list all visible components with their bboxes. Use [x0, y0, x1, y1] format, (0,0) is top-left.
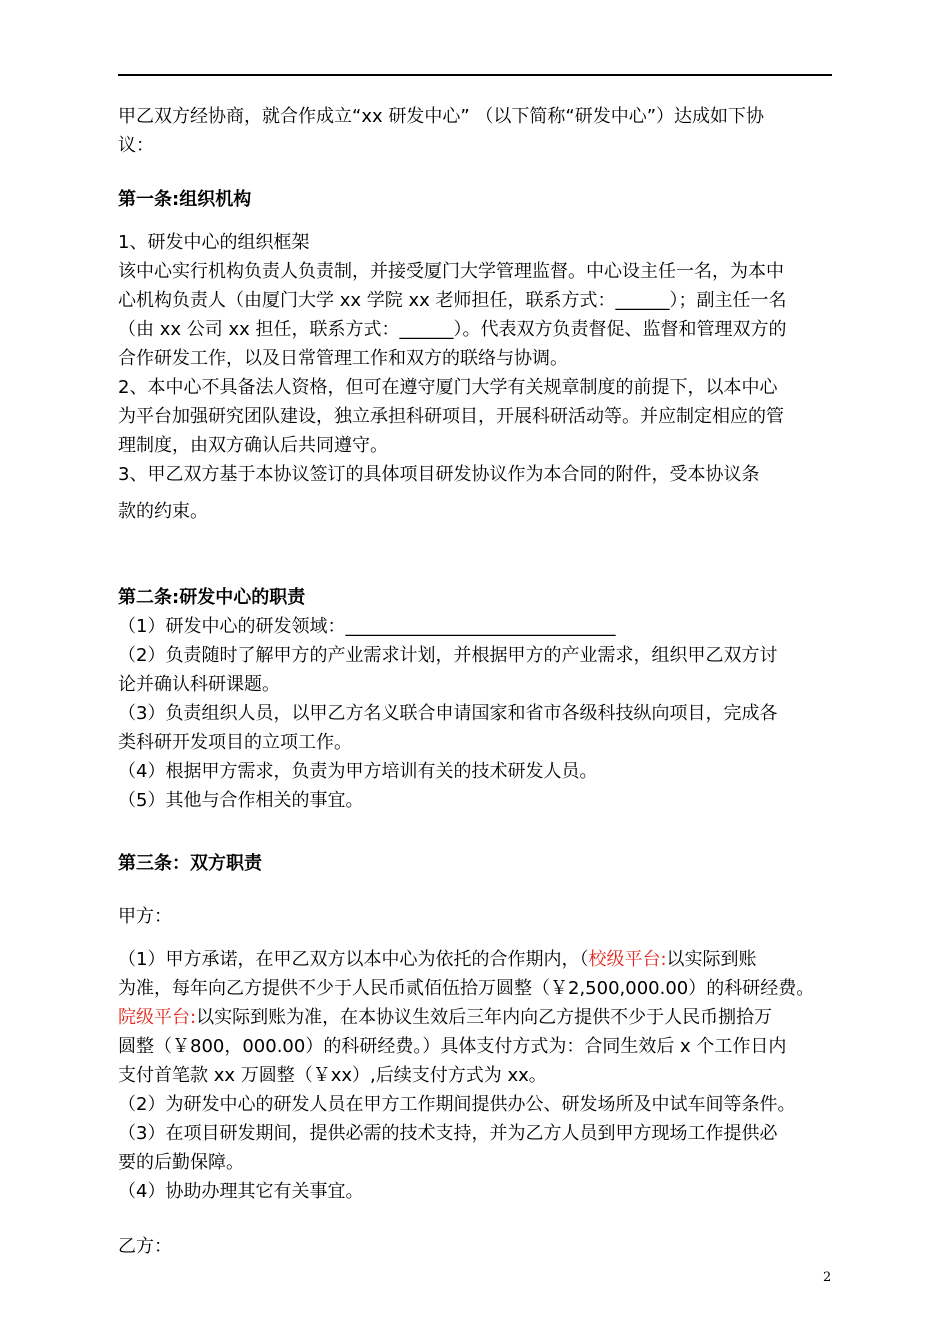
article-1-heading: 第一条:组织机构 — [118, 189, 252, 210]
article-1-line: 款的约束。 — [118, 501, 208, 522]
party-a-item-1-line: 为准，每年向乙方提供不少于人民币贰佰伍拾万圆整（￥2,500,000.00）的科研经费。 — [118, 978, 815, 999]
article-1-line: 为平台加强研究团队建设，独立承担科研项目，开展科研活动等。并应制定相应的管 — [118, 406, 784, 427]
party-a-item-1 — [118, 945, 836, 974]
party-a-item-1-line — [118, 1003, 836, 1032]
college-platform-label: 院级平台: — [118, 1007, 197, 1028]
article-2-line: （3）负责组织人员，以甲乙方名义联合申请国家和省市各级科技纵向项目，完成各 — [118, 703, 778, 724]
article-1-line: 1、研发中心的组织框架 — [118, 232, 310, 253]
party-a-item-3-line: 要的后勤保障。 — [118, 1152, 244, 1173]
page-number: 2 — [823, 1270, 832, 1285]
party-b-label: 乙方： — [118, 1236, 172, 1257]
school-platform-label: 校级平台: — [588, 949, 667, 970]
article-1-line: 合作研发工作，以及日常管理工作和双方的联络与协调。 — [118, 348, 568, 369]
article-1-line: （由 xx 公司 xx 担任，联系方式：______）。代表双方负责督促、监督和管理双方的 — [118, 319, 787, 340]
article-3-heading: 第三条：双方职责 — [118, 853, 262, 874]
party-a-item-1-prefix: （1）甲方承诺，在甲乙双方以本中心为依托的合作期内，（ — [118, 949, 589, 970]
article-2-line: （5）其他与合作相关的事宜。 — [118, 790, 364, 811]
article-1-line: 心机构负责人（由厦门大学 xx 学院 xx 老师担任，联系方式：______）；副主任一名 — [118, 290, 787, 311]
party-a-item-1-line3: 以实际到账为准，在本协议生效后三年内向乙方提供不少于人民币捌拾万 — [196, 1007, 773, 1028]
party-a-item-4: （4）协助办理其它有关事宜。 — [118, 1181, 364, 1202]
article-2-line: 论并确认科研课题。 — [118, 674, 280, 695]
article-2-line: （4）根据甲方需求，负责为甲方培训有关的技术研发人员。 — [118, 761, 598, 782]
party-a-label: 甲方： — [118, 906, 172, 927]
party-a-item-2: （2）为研发中心的研发人员在甲方工作期间提供办公、研发场所及中试车间等条件。 — [118, 1094, 796, 1115]
article-2-line: （2）负责随时了解甲方的产业需求计划，并根据甲方的产业需求，组织甲乙双方讨 — [118, 645, 778, 666]
party-a-item-1-line: 支付首笔款 xx 万圆整（￥xx）,后续支付方式为 xx。 — [118, 1065, 547, 1086]
article-2-line: 类科研开发项目的立项工作。 — [118, 732, 352, 753]
intro-line: 议： — [118, 135, 154, 156]
intro-line: 甲乙双方经协商，就合作成立“xx 研发中心” （以下简称“研发中心”）达成如下协 — [118, 106, 765, 127]
party-a-item-1-suffix: 以实际到账 — [666, 949, 757, 970]
header-rule — [118, 74, 832, 76]
document-body — [118, 102, 836, 1261]
article-2-heading: 第二条:研发中心的职责 — [118, 587, 306, 608]
article-1-line: 该中心实行机构负责人负责制，并接受厦门大学管理监督。中心设主任一名，为本中 — [118, 261, 784, 282]
article-1-line: 理制度，由双方确认后共同遵守。 — [118, 435, 388, 456]
article-2-line: （1）研发中心的研发领域：______________________________ — [118, 616, 616, 637]
article-1-line: 2、本中心不具备法人资格，但可在遵守厦门大学有关规章制度的前提下，以本中心 — [118, 377, 778, 398]
party-a-item-3: （3）在项目研发期间，提供必需的技术支持，并为乙方人员到甲方现场工作提供必 — [118, 1123, 778, 1144]
article-1-line: 3、甲乙双方基于本协议签订的具体项目研发协议作为本合同的附件，受本协议条 — [118, 464, 760, 485]
party-a-item-1-line: 圆整（￥800，000.00）的科研经费。）具体支付方式为：合同生效后 x 个工作日内 — [118, 1036, 787, 1057]
